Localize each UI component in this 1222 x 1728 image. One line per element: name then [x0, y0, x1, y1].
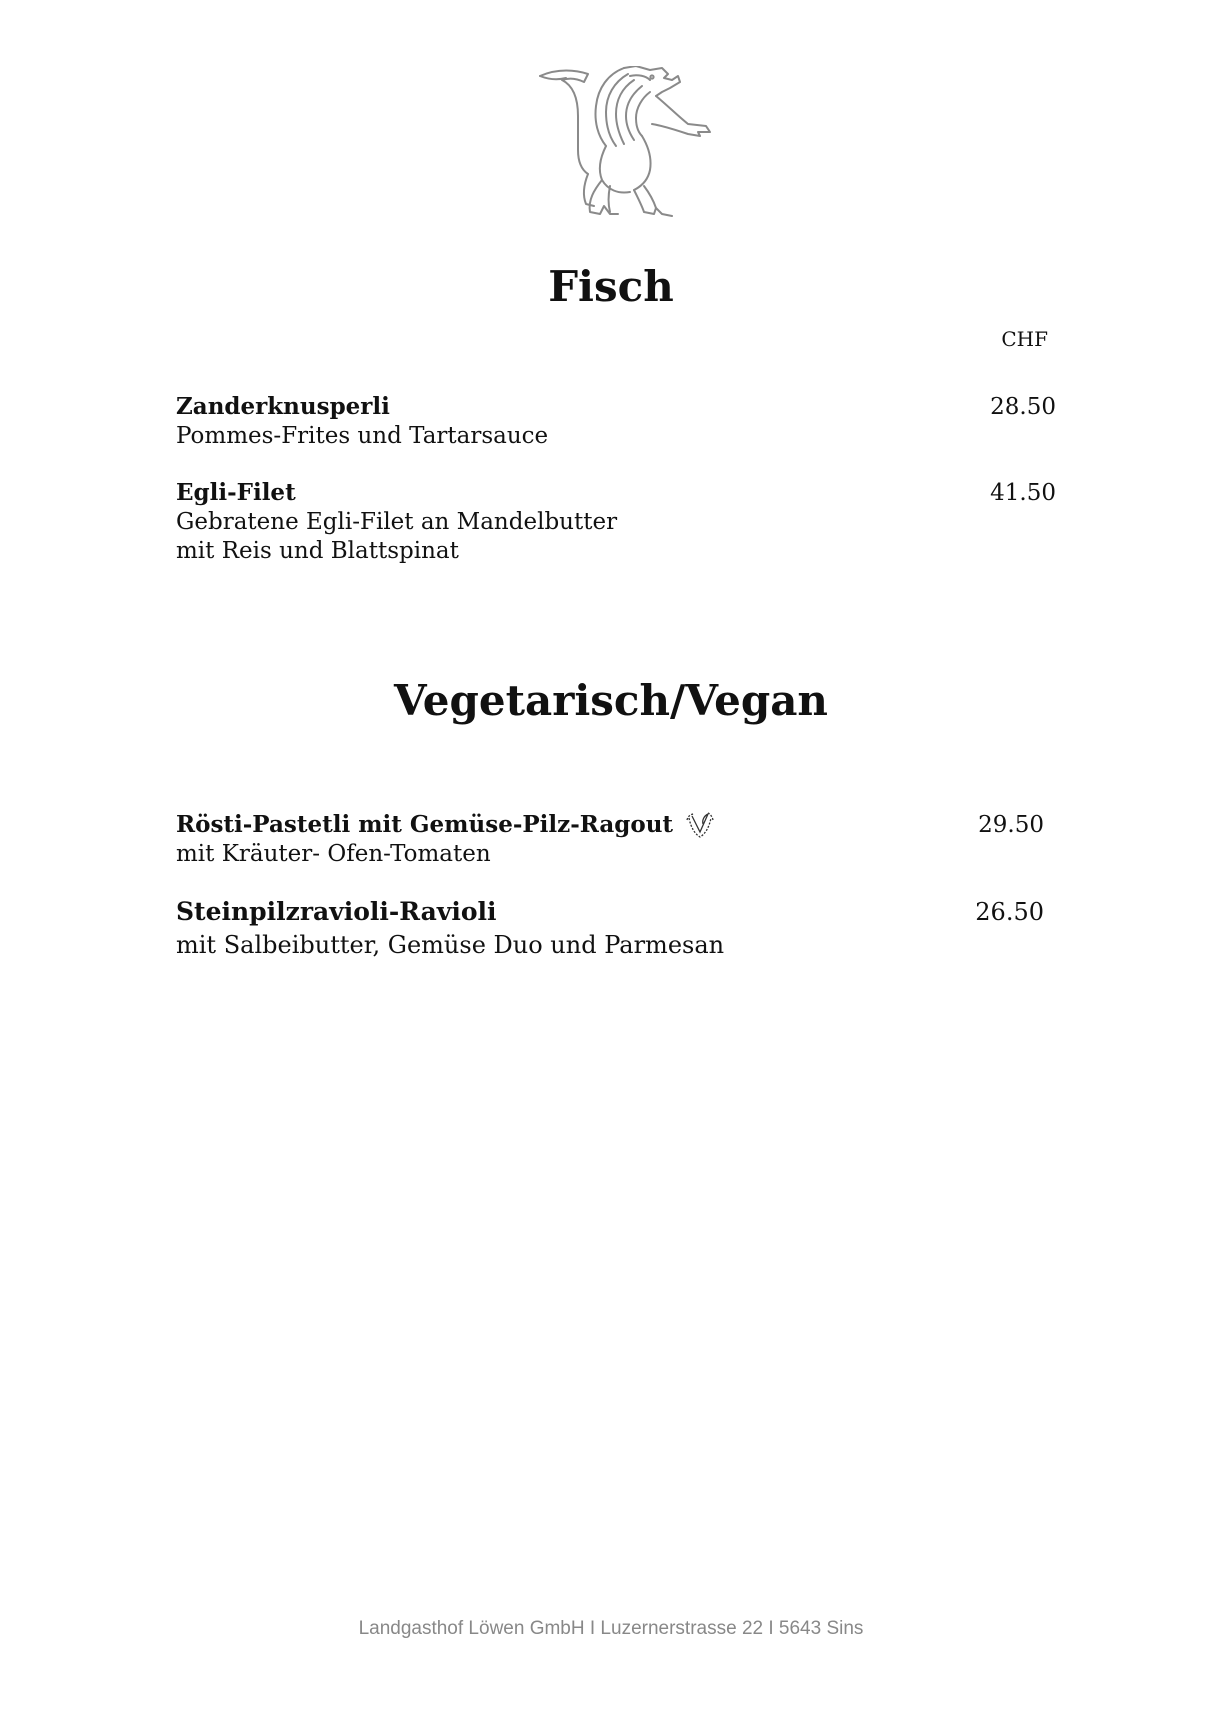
item-name-row	[176, 810, 1056, 840]
item-price: 41.50	[990, 480, 1056, 506]
currency-label: CHF	[1001, 327, 1048, 351]
item-name: Egli-Filet	[176, 479, 296, 506]
item-price: 28.50	[990, 394, 1056, 420]
menu-item-roesti-pastetli	[176, 810, 1056, 869]
section-title-vegetarisch: Vegetarisch/Vegan	[394, 676, 828, 725]
item-description: Gebratene Egli-Filet an Mandelbutter	[176, 509, 618, 535]
menu-item-zanderknusperli	[176, 392, 1056, 451]
item-price: 26.50	[975, 898, 1044, 926]
section-title-fisch: Fisch	[548, 262, 674, 311]
item-name: Steinpilzravioli-Ravioli	[176, 897, 497, 926]
item-name: Zanderknusperli	[176, 393, 390, 420]
item-description: mit Kräuter- Ofen-Tomaten	[176, 841, 491, 867]
item-name: Rösti-Pastetli mit Gemüse-Pilz-Ragout	[176, 811, 674, 838]
item-price: 29.50	[978, 812, 1044, 838]
menu-item-steinpilzravioli	[176, 896, 1056, 962]
footer-address: Landgasthof Löwen GmbH I Luzernerstrasse 22 I 5643 Sins	[358, 1618, 864, 1639]
item-description: mit Reis und Blattspinat	[176, 538, 459, 564]
menu-item-egli-filet	[176, 478, 1056, 566]
lion-crest-icon	[538, 66, 718, 218]
item-description: Pommes-Frites und Tartarsauce	[176, 423, 549, 449]
item-description: mit Salbeibutter, Gemüse Duo und Parmesan	[176, 931, 725, 959]
vegetarian-icon	[683, 810, 717, 840]
